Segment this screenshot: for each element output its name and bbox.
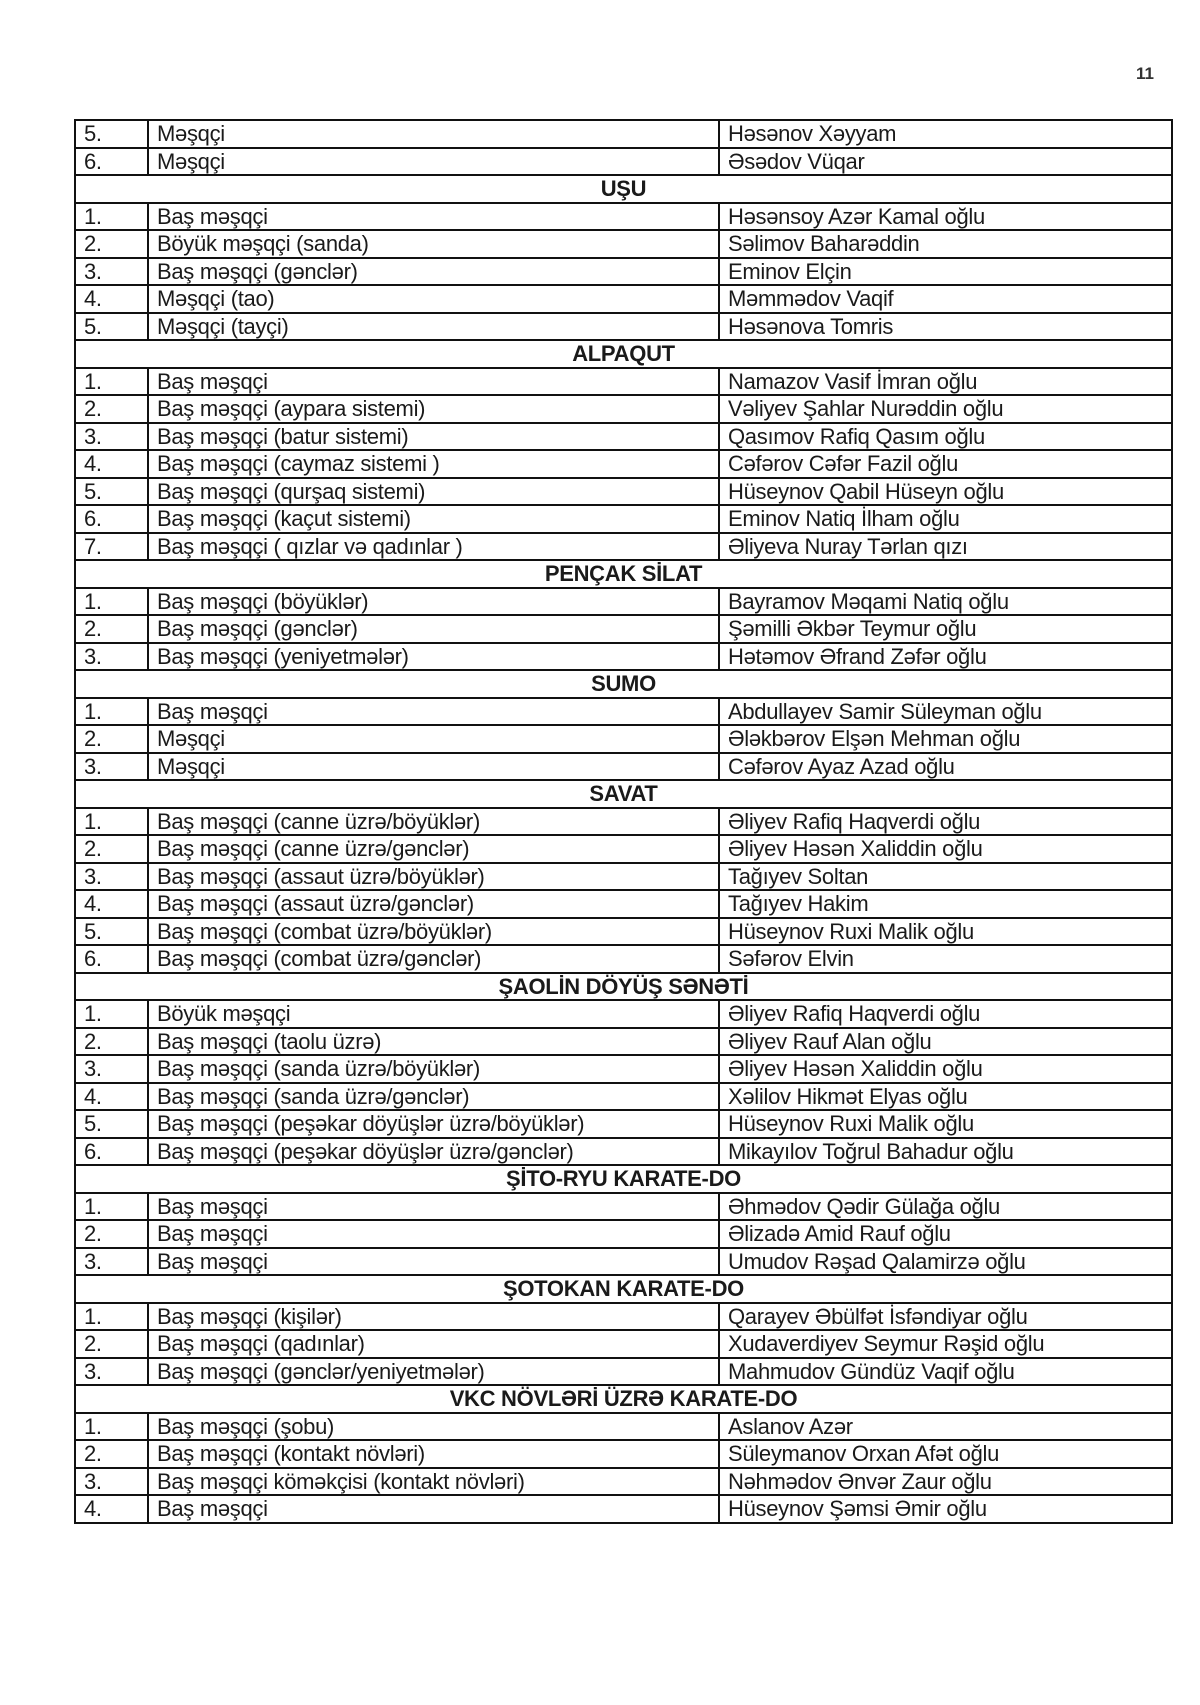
coach-name-cell: Aslanov Azər	[719, 1413, 1172, 1441]
position-cell: Baş məşqçi	[148, 1193, 719, 1221]
position-cell: Baş məşqçi (combat üzrə/böyüklər)	[148, 918, 719, 946]
coach-name-cell: Namazov Vasif İmran oğlu	[719, 368, 1172, 396]
row-number: 2.	[75, 1028, 148, 1056]
table-row	[75, 945, 1172, 973]
row-number: 3.	[75, 423, 148, 451]
position-cell: Baş məşqçi (canne üzrə/gənclər)	[148, 835, 719, 863]
coach-name-cell: Əlizadə Amid Rauf oğlu	[719, 1220, 1172, 1248]
section-header-row	[75, 175, 1172, 203]
coach-name-cell: Xəlilov Hikmət Elyas oğlu	[719, 1083, 1172, 1111]
section-header-row	[75, 780, 1172, 808]
table-row	[75, 725, 1172, 753]
position-cell: Böyük məşqçi	[148, 1000, 719, 1028]
coach-name-cell: Cəfərov Cəfər Fazil oğlu	[719, 450, 1172, 478]
section-title: ŞİTO-RYU KARATE-DO	[75, 1165, 1172, 1193]
position-cell: Baş məşqçi (taolu üzrə)	[148, 1028, 719, 1056]
position-cell: Məşqçi	[148, 120, 719, 148]
row-number: 6.	[75, 505, 148, 533]
section-header-row	[75, 1385, 1172, 1413]
position-cell: Məşqçi (tao)	[148, 285, 719, 313]
position-cell: Baş məşqçi köməkçisi (kontakt növləri)	[148, 1468, 719, 1496]
coach-name-cell: Əliyev Həsən Xaliddin oğlu	[719, 835, 1172, 863]
row-number: 2.	[75, 1220, 148, 1248]
row-number: 2.	[75, 395, 148, 423]
table-row	[75, 808, 1172, 836]
table-row	[75, 450, 1172, 478]
roster-body	[75, 120, 1172, 1523]
coach-name-cell: Hüseynov Ruxi Malik oğlu	[719, 918, 1172, 946]
page-number: 11	[1136, 64, 1154, 83]
table-row	[75, 1193, 1172, 1221]
coach-name-cell: Ələkbərov Elşən Mehman oğlu	[719, 725, 1172, 753]
section-header-row	[75, 560, 1172, 588]
coach-name-cell: Həsənsoy Azər Kamal oğlu	[719, 203, 1172, 231]
table-row	[75, 1440, 1172, 1468]
table-row	[75, 643, 1172, 671]
position-cell: Məşqçi (tayçi)	[148, 313, 719, 341]
coach-name-cell: Vəliyev Şahlar Nurəddin oğlu	[719, 395, 1172, 423]
table-row	[75, 1028, 1172, 1056]
position-cell: Baş məşqçi (sanda üzrə/gənclər)	[148, 1083, 719, 1111]
coach-name-cell: Həsənova Tomris	[719, 313, 1172, 341]
table-row	[75, 258, 1172, 286]
row-number: 3.	[75, 1248, 148, 1276]
section-header-row	[75, 340, 1172, 368]
coach-name-cell: Əsədov Vüqar	[719, 148, 1172, 176]
coach-name-cell: Hüseynov Ruxi Malik oğlu	[719, 1110, 1172, 1138]
section-title: SUMO	[75, 670, 1172, 698]
position-cell: Baş məşqçi (assaut üzrə/böyüklər)	[148, 863, 719, 891]
row-number: 4.	[75, 1495, 148, 1523]
section-header-row	[75, 670, 1172, 698]
section-header-row	[75, 973, 1172, 1001]
coach-name-cell: Əliyeva Nuray Tərlan qızı	[719, 533, 1172, 561]
row-number: 7.	[75, 533, 148, 561]
position-cell: Məşqçi	[148, 725, 719, 753]
coach-name-cell: Səfərov Elvin	[719, 945, 1172, 973]
row-number: 1.	[75, 1193, 148, 1221]
coach-name-cell: Umudov Rəşad Qalamirzə oğlu	[719, 1248, 1172, 1276]
table-row	[75, 1000, 1172, 1028]
table-row	[75, 533, 1172, 561]
coach-name-cell: Eminov Elçin	[719, 258, 1172, 286]
row-number: 1.	[75, 698, 148, 726]
row-number: 2.	[75, 1330, 148, 1358]
table-row	[75, 313, 1172, 341]
section-header-row	[75, 1165, 1172, 1193]
section-title: UŞU	[75, 175, 1172, 203]
position-cell: Baş məşqçi (kontakt növləri)	[148, 1440, 719, 1468]
coach-name-cell: Əliyev Rafiq Haqverdi oğlu	[719, 1000, 1172, 1028]
position-cell: Baş məşqçi (sanda üzrə/böyüklər)	[148, 1055, 719, 1083]
table-row	[75, 835, 1172, 863]
row-number: 1.	[75, 808, 148, 836]
row-number: 2.	[75, 725, 148, 753]
row-number: 1.	[75, 203, 148, 231]
table-row	[75, 1358, 1172, 1386]
table-row	[75, 1055, 1172, 1083]
row-number: 1.	[75, 1000, 148, 1028]
coach-name-cell: Əliyev Həsən Xaliddin oğlu	[719, 1055, 1172, 1083]
position-cell: Baş məşqçi (kişilər)	[148, 1303, 719, 1331]
row-number: 5.	[75, 478, 148, 506]
table-row	[75, 1330, 1172, 1358]
coach-name-cell: Nəhmədov Ənvər Zaur oğlu	[719, 1468, 1172, 1496]
position-cell: Baş məşqçi (gənclər)	[148, 258, 719, 286]
row-number: 3.	[75, 1055, 148, 1083]
position-cell: Baş məşqçi	[148, 698, 719, 726]
table-row	[75, 1220, 1172, 1248]
row-number: 2.	[75, 615, 148, 643]
position-cell: Baş məşqçi (şobu)	[148, 1413, 719, 1441]
row-number: 1.	[75, 1413, 148, 1441]
table-row	[75, 890, 1172, 918]
position-cell: Baş məşqçi (yeniyetmələr)	[148, 643, 719, 671]
position-cell: Baş məşqçi	[148, 203, 719, 231]
table-row	[75, 478, 1172, 506]
coach-name-cell: Tağıyev Soltan	[719, 863, 1172, 891]
row-number: 6.	[75, 148, 148, 176]
position-cell: Baş məşqçi ( qızlar və qadınlar )	[148, 533, 719, 561]
row-number: 2.	[75, 835, 148, 863]
coach-roster-table	[74, 119, 1173, 1524]
table-row	[75, 285, 1172, 313]
coach-name-cell: Səlimov Baharəddin	[719, 230, 1172, 258]
position-cell: Baş məşqçi (caymaz sistemi )	[148, 450, 719, 478]
row-number: 6.	[75, 945, 148, 973]
coach-name-cell: Hətəmov Əfrand Zəfər oğlu	[719, 643, 1172, 671]
row-number: 5.	[75, 313, 148, 341]
position-cell: Baş məşqçi (kaçut sistemi)	[148, 505, 719, 533]
table-row	[75, 588, 1172, 616]
position-cell: Böyük məşqçi (sanda)	[148, 230, 719, 258]
section-title: SAVAT	[75, 780, 1172, 808]
coach-name-cell: Xudaverdiyev Seymur Rəşid oğlu	[719, 1330, 1172, 1358]
table-row	[75, 863, 1172, 891]
table-row	[75, 148, 1172, 176]
coach-name-cell: Hüseynov Qabil Hüseyn oğlu	[719, 478, 1172, 506]
row-number: 1.	[75, 588, 148, 616]
position-cell: Baş məşqçi	[148, 1248, 719, 1276]
table-row	[75, 1303, 1172, 1331]
position-cell: Baş məşqçi (canne üzrə/böyüklər)	[148, 808, 719, 836]
row-number: 3.	[75, 863, 148, 891]
row-number: 4.	[75, 890, 148, 918]
position-cell: Baş məşqçi	[148, 1495, 719, 1523]
row-number: 4.	[75, 450, 148, 478]
section-header-row	[75, 1275, 1172, 1303]
position-cell: Baş məşqçi (combat üzrə/gənclər)	[148, 945, 719, 973]
table-row	[75, 1248, 1172, 1276]
coach-name-cell: Hüseynov Şəmsi Əmir oğlu	[719, 1495, 1172, 1523]
row-number: 5.	[75, 120, 148, 148]
table-row	[75, 368, 1172, 396]
position-cell: Məşqçi	[148, 148, 719, 176]
coach-name-cell: Şəmilli Əkbər Teymur oğlu	[719, 615, 1172, 643]
row-number: 5.	[75, 1110, 148, 1138]
table-row	[75, 1495, 1172, 1523]
coach-name-cell: Tağıyev Hakim	[719, 890, 1172, 918]
section-title: PENÇAK SİLAT	[75, 560, 1172, 588]
position-cell: Baş məşqçi (assaut üzrə/gənclər)	[148, 890, 719, 918]
coach-name-cell: Süleymanov Orxan Afət oğlu	[719, 1440, 1172, 1468]
position-cell: Baş məşqçi (aypara sistemi)	[148, 395, 719, 423]
table-row	[75, 203, 1172, 231]
position-cell: Baş məşqçi (batur sistemi)	[148, 423, 719, 451]
section-title: VKC NÖVLƏRİ ÜZRƏ KARATE-DO	[75, 1385, 1172, 1413]
position-cell: Məşqçi	[148, 753, 719, 781]
section-title: ALPAQUT	[75, 340, 1172, 368]
coach-name-cell: Həsənov Xəyyam	[719, 120, 1172, 148]
row-number: 4.	[75, 285, 148, 313]
coach-name-cell: Əhmədov Qədir Gülağa oğlu	[719, 1193, 1172, 1221]
coach-name-cell: Cəfərov Ayaz Azad oğlu	[719, 753, 1172, 781]
table-row	[75, 698, 1172, 726]
row-number: 3.	[75, 1468, 148, 1496]
row-number: 3.	[75, 643, 148, 671]
coach-name-cell: Məmmədov Vaqif	[719, 285, 1172, 313]
table-row	[75, 505, 1172, 533]
position-cell: Baş məşqçi (qadınlar)	[148, 1330, 719, 1358]
table-row	[75, 918, 1172, 946]
row-number: 1.	[75, 368, 148, 396]
table-row	[75, 1413, 1172, 1441]
row-number: 3.	[75, 753, 148, 781]
table-row	[75, 120, 1172, 148]
position-cell: Baş məşqçi (gənclər)	[148, 615, 719, 643]
table-row	[75, 423, 1172, 451]
table-row	[75, 615, 1172, 643]
row-number: 2.	[75, 1440, 148, 1468]
position-cell: Baş məşqçi	[148, 1220, 719, 1248]
position-cell: Baş məşqçi (peşəkar döyüşlər üzrə/böyüklər)	[148, 1110, 719, 1138]
table-row	[75, 1110, 1172, 1138]
row-number: 4.	[75, 1083, 148, 1111]
coach-name-cell: Qarayev Əbülfət İsfəndiyar oğlu	[719, 1303, 1172, 1331]
position-cell: Baş məşqçi	[148, 368, 719, 396]
coach-name-cell: Bayramov Məqami Natiq oğlu	[719, 588, 1172, 616]
coach-name-cell: Mikayılov Toğrul Bahadur oğlu	[719, 1138, 1172, 1166]
section-title: ŞAOLİN DÖYÜŞ SƏNƏTİ	[75, 973, 1172, 1001]
row-number: 3.	[75, 258, 148, 286]
table-row	[75, 395, 1172, 423]
row-number: 3.	[75, 1358, 148, 1386]
coach-name-cell: Əliyev Rafiq Haqverdi oğlu	[719, 808, 1172, 836]
coach-name-cell: Əliyev Rauf Alan oğlu	[719, 1028, 1172, 1056]
coach-name-cell: Mahmudov Gündüz Vaqif oğlu	[719, 1358, 1172, 1386]
coach-name-cell: Eminov Natiq İlham oğlu	[719, 505, 1172, 533]
table-row	[75, 230, 1172, 258]
row-number: 5.	[75, 918, 148, 946]
table-row	[75, 753, 1172, 781]
position-cell: Baş məşqçi (peşəkar döyüşlər üzrə/gənclər)	[148, 1138, 719, 1166]
section-title: ŞOTOKAN KARATE-DO	[75, 1275, 1172, 1303]
coach-name-cell: Abdullayev Samir Süleyman oğlu	[719, 698, 1172, 726]
coach-name-cell: Qasımov Rafiq Qasım oğlu	[719, 423, 1172, 451]
table-row	[75, 1083, 1172, 1111]
position-cell: Baş məşqçi (qurşaq sistemi)	[148, 478, 719, 506]
row-number: 2.	[75, 230, 148, 258]
position-cell: Baş məşqçi (böyüklər)	[148, 588, 719, 616]
table-row	[75, 1138, 1172, 1166]
row-number: 6.	[75, 1138, 148, 1166]
position-cell: Baş məşqçi (gənclər/yeniyetmələr)	[148, 1358, 719, 1386]
table-row	[75, 1468, 1172, 1496]
row-number: 1.	[75, 1303, 148, 1331]
